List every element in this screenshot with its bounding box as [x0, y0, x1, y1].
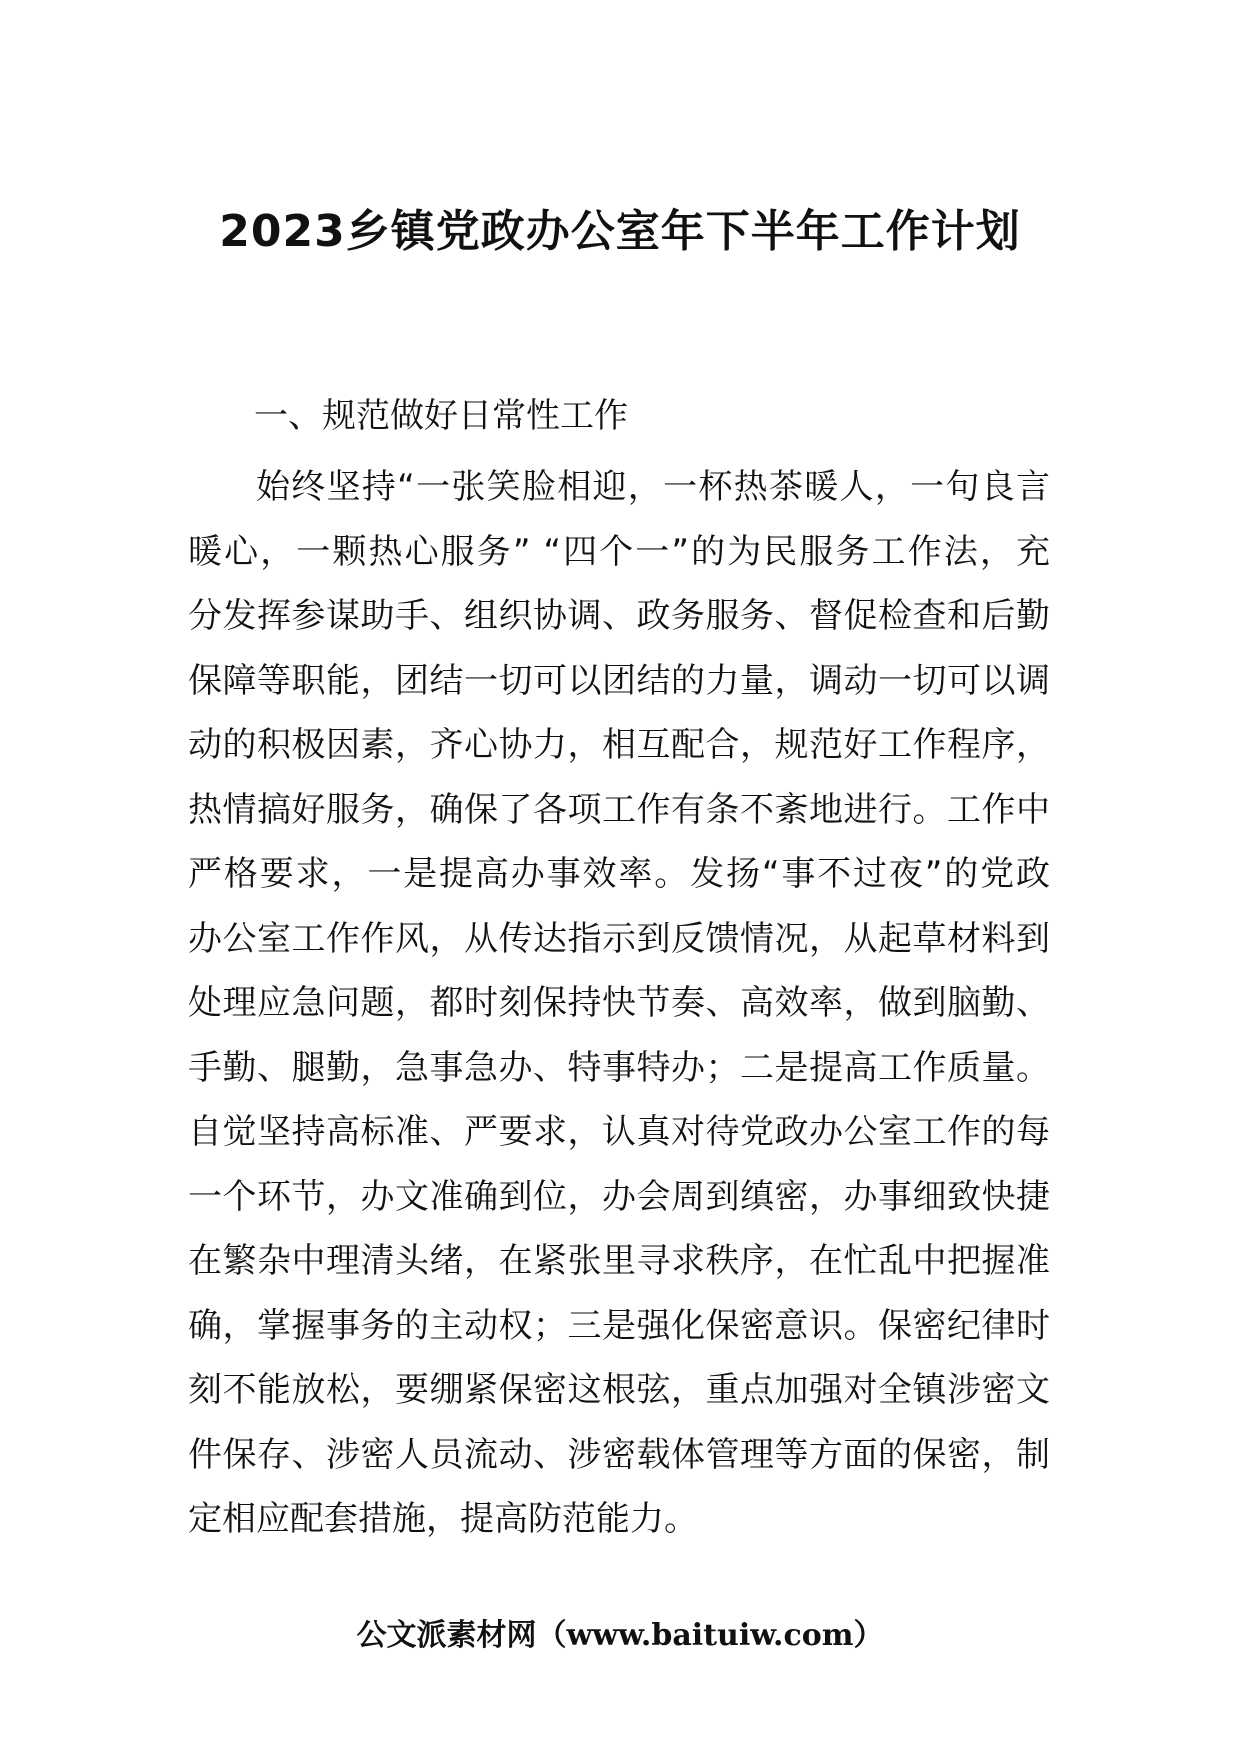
- paragraph-line: 在繁杂中理清头绪，在紧张里寻求秩序，在忙乱中把握准: [188, 1241, 1050, 1281]
- paragraph-line: 动的积极因素，齐心协力，相互配合，规范好工作程序，: [188, 725, 1050, 765]
- paragraph-line: 暖心，一颗热心服务” “四个一”的为民服务工作法，充: [188, 531, 1050, 572]
- footer-source: 公文派素材网（www.baituiw.com）: [356, 1618, 884, 1653]
- paragraph-line: 严格要求，一是提高办事效率。发扬“事不过夜”的党政: [188, 854, 1050, 894]
- paragraph-line: 分发挥参谋助手、组织协调、政务服务、督促检查和后勤: [188, 596, 1050, 636]
- paragraph-line: 一个环节，办文准确到位，办会周到缜密，办事细致快捷: [188, 1176, 1050, 1217]
- section-heading: 一、规范做好日常性工作: [254, 396, 628, 436]
- paragraph-line: 手勤、腿勤，急事急办、特事特办；二是提高工作质量。: [188, 1047, 1050, 1088]
- paragraph-line: 定相应配套措施，提高防范能力。: [188, 1499, 698, 1539]
- body-paragraph: [188, 455, 1050, 1552]
- document-title: 2023乡镇党政办公室年下半年工作计划: [219, 206, 1021, 257]
- paragraph-line: 件保存、涉密人员流动、涉密载体管理等方面的保密，制: [188, 1434, 1050, 1475]
- paragraph-line: 保障等职能，团结一切可以团结的力量，调动一切可以调: [188, 660, 1050, 701]
- paragraph-line: 热情搞好服务，确保了各项工作有条不紊地进行。工作中: [188, 789, 1050, 830]
- paragraph-line: 自觉坚持高标准、严要求，认真对待党政办公室工作的每: [188, 1112, 1050, 1152]
- paragraph-line: 处理应急问题，都时刻保持快节奏、高效率，做到脑勤、: [188, 983, 1050, 1023]
- paragraph-line: 始终坚持“一张笑脸相迎，一杯热茶暖人，一句良言: [256, 467, 1050, 507]
- paragraph-line: 刻不能放松，要绷紧保密这根弦，重点加强对全镇涉密文: [188, 1370, 1050, 1410]
- paragraph-line: 办公室工作作风，从传达指示到反馈情况，从起草材料到: [188, 918, 1050, 959]
- paragraph-line: 确，掌握事务的主动权；三是强化保密意识。保密纪律时: [188, 1305, 1050, 1346]
